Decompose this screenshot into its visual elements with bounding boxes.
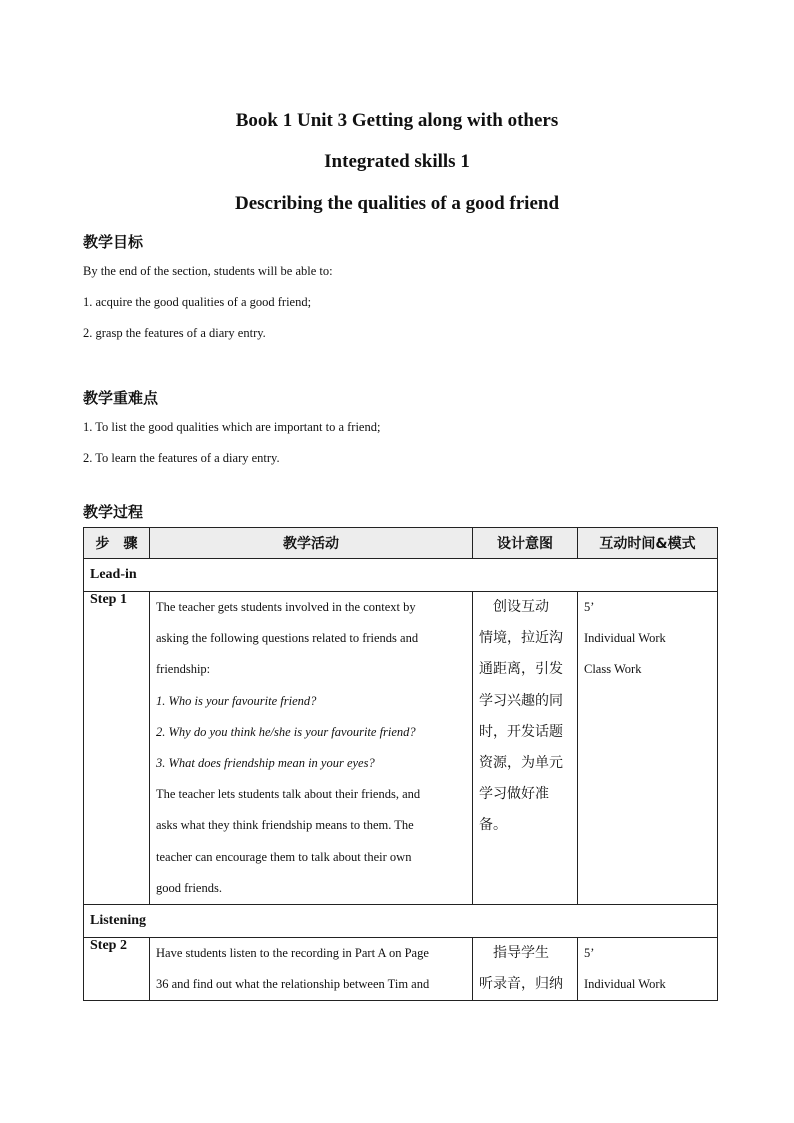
mode-item: Class Work [584, 662, 642, 677]
intent-line: 学习兴趣的同 [479, 692, 563, 709]
intent-line: 学习做好准备。 [479, 786, 549, 834]
objectives-heading: 教学目标 [83, 233, 144, 251]
table-row [84, 938, 718, 1001]
step-label: Step 2 [84, 938, 150, 1001]
mode-item: Individual Work [584, 977, 666, 992]
intent-cell [473, 938, 578, 1001]
header-intent: 设计意图 [473, 528, 578, 559]
objective-item-1: 1. acquire the good qualities of a good friend; [83, 295, 312, 309]
question-3: 3. What does friendship mean in your eyes? [156, 756, 375, 771]
activity-line: asks what they think friendship means to them. The [156, 818, 414, 833]
intent-cell [473, 592, 578, 905]
mode-item: Individual Work [584, 631, 666, 646]
objectives-intro: By the end of the section, students will be able to: [83, 264, 333, 278]
section-name: Lead-in [84, 559, 718, 592]
activity-line: The teacher lets students talk about their friends, and [156, 787, 421, 802]
activity-cell [150, 592, 473, 905]
intent-line: 资源，为单元 [479, 755, 563, 772]
table-row [84, 592, 718, 905]
activity-line: teacher can encourage them to talk about their own [156, 849, 412, 864]
activity-cell [150, 938, 473, 1001]
header-step: 步 骤 [84, 528, 150, 559]
process-heading: 教学过程 [83, 503, 144, 521]
activity-line: good friends. [156, 880, 222, 895]
lesson-table [83, 527, 718, 1001]
intent-line: 时，开发话题 [479, 723, 563, 740]
section-row-leadin [84, 559, 718, 592]
header-activity: 教学活动 [150, 528, 473, 559]
activity-line: friendship: [156, 662, 211, 677]
title-line-2: Integrated skills 1 [324, 151, 470, 172]
time-mode-cell [578, 592, 718, 905]
question-2: 2. Why do you think he/she is your favourite friend? [156, 724, 416, 739]
table-header-row [84, 528, 718, 559]
activity-line: asking the following questions related to friends and [156, 631, 419, 646]
intent-line: 听录音，归纳 [479, 976, 563, 993]
intent-line: 通距离，引发 [479, 661, 563, 678]
time-value: 5’ [584, 946, 595, 961]
objective-item-2: 2. grasp the features of a diary entry. [83, 326, 266, 340]
key-point-item-2: 2. To learn the features of a diary entry. [83, 451, 280, 465]
time-mode-cell [578, 938, 718, 1001]
header-time-mode: 互动时间&模式 [578, 528, 718, 559]
intent-line: 指导学生 [479, 945, 549, 962]
intent-line: 创设互动 [479, 599, 549, 615]
title-line-1: Book 1 Unit 3 Getting along with others [235, 110, 559, 131]
activity-line: 36 and find out what the relationship between Tim and [156, 977, 430, 992]
intent-line: 情境，拉近沟 [479, 630, 563, 647]
section-name: Listening [84, 905, 718, 938]
key-point-item-1: 1. To list the good qualities which are important to a friend; [83, 420, 381, 434]
step-label: Step 1 [84, 592, 150, 905]
title-line-3: Describing the qualities of a good friend [234, 193, 560, 214]
time-value: 5’ [584, 600, 595, 614]
activity-line: Have students listen to the recording in Part A on Page [156, 946, 429, 961]
key-points-heading: 教学重难点 [83, 389, 159, 407]
question-1: 1. Who is your favourite friend? [156, 693, 317, 708]
activity-line: The teacher gets students involved in the context by [156, 600, 416, 614]
section-row-listening [84, 905, 718, 938]
